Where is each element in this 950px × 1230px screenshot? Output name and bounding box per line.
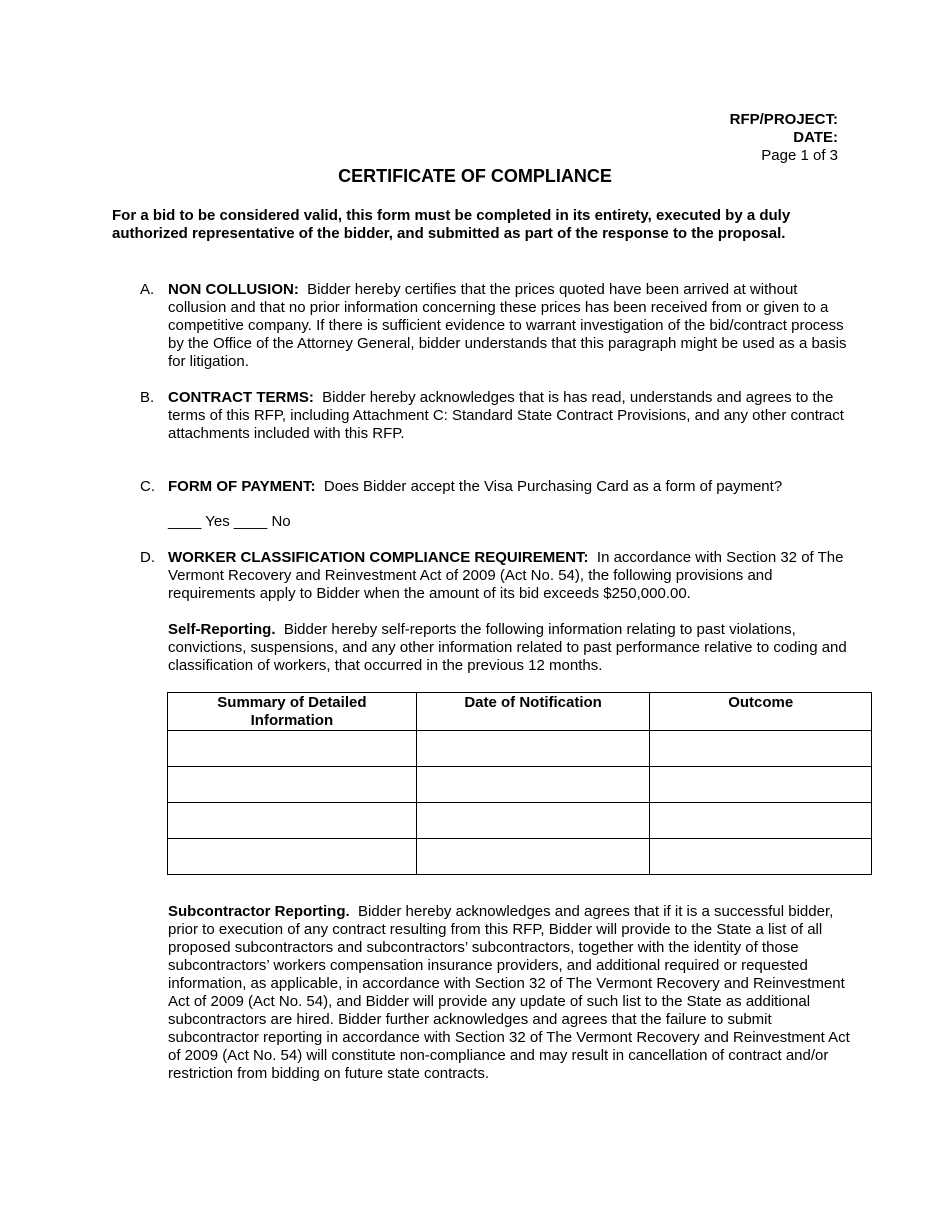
self-reporting-heading: Self-Reporting. bbox=[168, 621, 276, 638]
item-heading: NON COLLUSION: bbox=[168, 281, 299, 298]
table-cell[interactable] bbox=[650, 731, 872, 767]
item-letter: A. bbox=[140, 281, 155, 298]
item-text: In accordance with Section 32 of The Vermont Recovery and Reinvestment Act of 2009 (Act No. 54), the following provisions and requirements apply to Bidder when the amount of its bid exceeds $250,000.00. bbox=[168, 549, 844, 602]
table-cell[interactable] bbox=[168, 803, 417, 839]
column-header-summary: Summary of Detailed Information bbox=[168, 693, 417, 731]
column-header-outcome: Outcome bbox=[650, 693, 872, 731]
item-text: Bidder hereby certifies that the prices quoted have been arrived at without collusion and that no prior information concerning these prices has been received from or given to a competitive company. If there is sufficient evidence to warrant investigation of the bid/contract process by the Office of the Attorney General, bidder understands that this paragraph might be used as a basis for litigation. bbox=[168, 281, 847, 370]
table-cell[interactable] bbox=[168, 839, 417, 875]
document-title: CERTIFICATE OF COMPLIANCE bbox=[338, 166, 612, 186]
table-row bbox=[168, 731, 872, 767]
table-cell[interactable] bbox=[650, 839, 872, 875]
item-worker-classification bbox=[140, 549, 850, 603]
intro-paragraph: For a bid to be considered valid, this form must be completed in its entirety, executed by a duly authorized representative of the bidder, and submitted as part of the response to the proposal. bbox=[112, 207, 791, 242]
self-reporting-table bbox=[167, 692, 872, 875]
item-non-collusion bbox=[140, 281, 850, 371]
table-row bbox=[168, 803, 872, 839]
table-header-row bbox=[168, 693, 872, 731]
page-number: Page 1 of 3 bbox=[761, 147, 838, 164]
table-cell[interactable] bbox=[650, 767, 872, 803]
subcontractor-reporting-heading: Subcontractor Reporting. bbox=[168, 903, 350, 920]
item-letter: D. bbox=[140, 549, 155, 566]
rfp-project-label: RFP/PROJECT: bbox=[729, 111, 838, 128]
self-reporting-paragraph bbox=[168, 621, 850, 675]
table-row bbox=[168, 839, 872, 875]
item-letter: C. bbox=[140, 478, 155, 495]
table-cell[interactable] bbox=[168, 731, 417, 767]
item-contract-terms bbox=[140, 389, 850, 443]
self-reporting-text: Bidder hereby self-reports the following information relating to past violations, convictions, suspensions, and any other information related to past performance relative to coding and classification of workers, that occurred in the previous 12 months. bbox=[168, 621, 847, 674]
item-text: Does Bidder accept the Visa Purchasing Card as a form of payment? bbox=[323, 478, 783, 495]
table-cell[interactable] bbox=[650, 803, 872, 839]
item-letter: B. bbox=[140, 389, 155, 406]
table-cell[interactable] bbox=[416, 731, 650, 767]
item-text: Bidder hereby acknowledges that is has read, understands and agrees to the terms of this RFP, including Attachment C: Standard State Contract Provisions, and any other contract attachments included with this RFP. bbox=[168, 389, 844, 442]
table-cell[interactable] bbox=[168, 767, 417, 803]
payment-yes-no-field[interactable]: ____ Yes ____ No bbox=[168, 513, 291, 530]
subcontractor-reporting-text: Bidder hereby acknowledges and agrees that if it is a successful bidder, prior to execution of any contract resulting from this RFP, Bidder will provide to the State a list of all proposed subcontractors and subcontractors’ subcontractors, together with the identity of those subcontractors’ workers compensation insurance providers, and additional required or requested information, as applicable, in accordance with Section 32 of The Vermont Recovery and Reinvestment Act of 2009 (Act No. 54), and Bidder will provide any update of such list to the State as additional subcontractors are hired. Bidder further acknowledges and agrees that the failure to submit subcontractor reporting in accordance with Section 32 of The Vermont Recovery and Reinvestment Act of 2009 (Act No. 54) will constitute non-compliance and may result in cancellation of contract and/or restriction from bidding on future state contracts. bbox=[168, 903, 850, 1082]
item-heading: WORKER CLASSIFICATION COMPLIANCE REQUIREMENT: bbox=[168, 549, 589, 566]
item-form-of-payment bbox=[140, 478, 850, 496]
subcontractor-reporting-paragraph bbox=[168, 903, 850, 1083]
item-heading: FORM OF PAYMENT: bbox=[168, 478, 316, 495]
table-cell[interactable] bbox=[416, 803, 650, 839]
table-cell[interactable] bbox=[416, 767, 650, 803]
table-cell[interactable] bbox=[416, 839, 650, 875]
page-header bbox=[730, 111, 838, 165]
item-heading: CONTRACT TERMS: bbox=[168, 389, 314, 406]
column-header-date: Date of Notification bbox=[416, 693, 650, 731]
table-row bbox=[168, 767, 872, 803]
date-label: DATE: bbox=[793, 129, 838, 146]
